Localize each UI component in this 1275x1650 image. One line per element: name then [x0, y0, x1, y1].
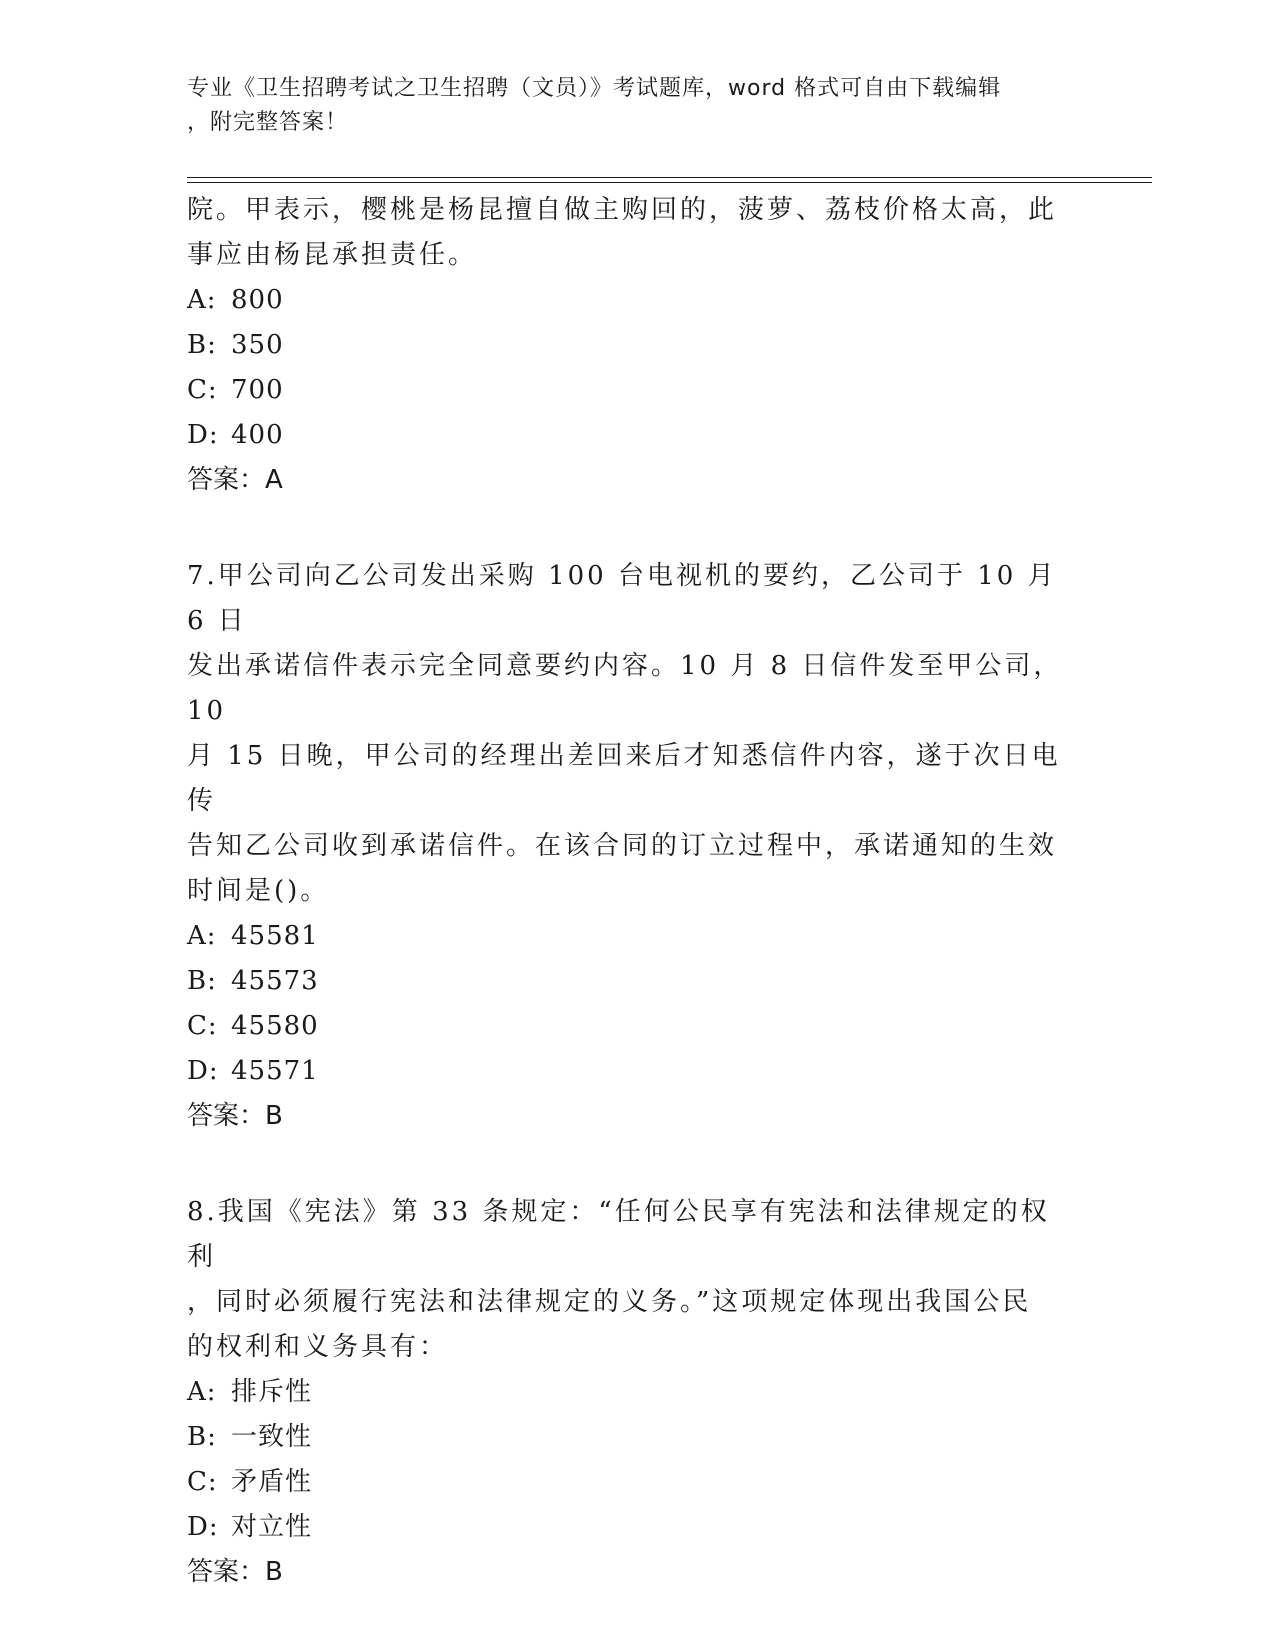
option-key: B:: [187, 330, 217, 360]
question-7: [187, 554, 1077, 1139]
option-value: 矛盾性: [231, 1467, 313, 1497]
document-body: [187, 188, 1077, 1595]
option-d: [187, 1049, 1077, 1094]
question-continuation: [187, 188, 1077, 503]
option-value: 一致性: [231, 1422, 313, 1452]
option-c: [187, 368, 1077, 413]
spacer: [187, 503, 1077, 554]
option-a: [187, 1370, 1077, 1415]
question-text-line: 发出承诺信件表示完全同意要约内容。10 月 8 日信件发至甲公司，10: [187, 651, 1063, 726]
option-a: [187, 278, 1077, 323]
option-value: 对立性: [231, 1512, 313, 1542]
page-header: [187, 72, 1067, 140]
option-key: A:: [187, 285, 217, 315]
option-value: 45581: [231, 921, 319, 951]
option-b: [187, 323, 1077, 368]
option-value: 排斥性: [231, 1377, 313, 1407]
option-d: [187, 413, 1077, 458]
option-a: [187, 914, 1077, 959]
answer-line: 答案：B: [187, 1557, 283, 1587]
option-c: [187, 1004, 1077, 1049]
option-d: [187, 1505, 1077, 1550]
question-text-line: 时间是()。: [187, 876, 330, 906]
answer-line: 答案：B: [187, 1101, 283, 1131]
option-key: C:: [187, 375, 218, 405]
option-c: [187, 1460, 1077, 1505]
question-text-line: 的权利和义务具有：: [187, 1332, 449, 1362]
header-line: 专业《卫生招聘考试之卫生招聘（文员）》考试题库，word 格式可自由下载编辑: [187, 76, 1002, 101]
spacer: [187, 1139, 1077, 1190]
question-text-line: ，同时必须履行宪法和法律规定的义务。”这项规定体现出我国公民: [187, 1287, 1032, 1317]
option-key: A:: [187, 1377, 217, 1407]
question-text-line: 月 15 日晚，甲公司的经理出差回来后才知悉信件内容，遂于次日电传: [187, 741, 1061, 816]
header-divider: [187, 182, 1152, 183]
option-key: C:: [187, 1467, 218, 1497]
question-text-line: 事应由杨昆承担责任。: [187, 240, 478, 270]
option-key: B:: [187, 966, 217, 996]
option-value: 45573: [231, 966, 319, 996]
option-key: D:: [187, 420, 219, 450]
question-8: [187, 1190, 1077, 1595]
option-key: C:: [187, 1011, 218, 1041]
option-b: [187, 959, 1077, 1004]
option-value: 45580: [231, 1011, 319, 1041]
answer-line: 答案：A: [187, 465, 283, 495]
option-b: [187, 1415, 1077, 1460]
option-key: D:: [187, 1056, 219, 1086]
header-line: ，附完整答案！: [187, 110, 349, 135]
header-divider: [187, 177, 1152, 178]
option-value: 400: [231, 420, 284, 450]
option-key: D:: [187, 1512, 219, 1542]
option-key: A:: [187, 921, 217, 951]
question-text-line: 院。甲表示，樱桃是杨昆擅自做主购回的，菠萝、荔枝价格太高，此: [187, 195, 1058, 225]
option-value: 700: [231, 375, 284, 405]
option-value: 350: [231, 330, 284, 360]
question-text-line: 7.甲公司向乙公司发出采购 100 台电视机的要约，乙公司于 10 月 6 日: [187, 561, 1057, 636]
option-value: 45571: [231, 1056, 319, 1086]
option-value: 800: [231, 285, 284, 315]
question-text-line: 告知乙公司收到承诺信件。在该合同的订立过程中，承诺通知的生效: [187, 831, 1058, 861]
option-key: B:: [187, 1422, 217, 1452]
question-text-line: 8.我国《宪法》第 33 条规定：“任何公民享有宪法和法律规定的权利: [187, 1197, 1050, 1272]
